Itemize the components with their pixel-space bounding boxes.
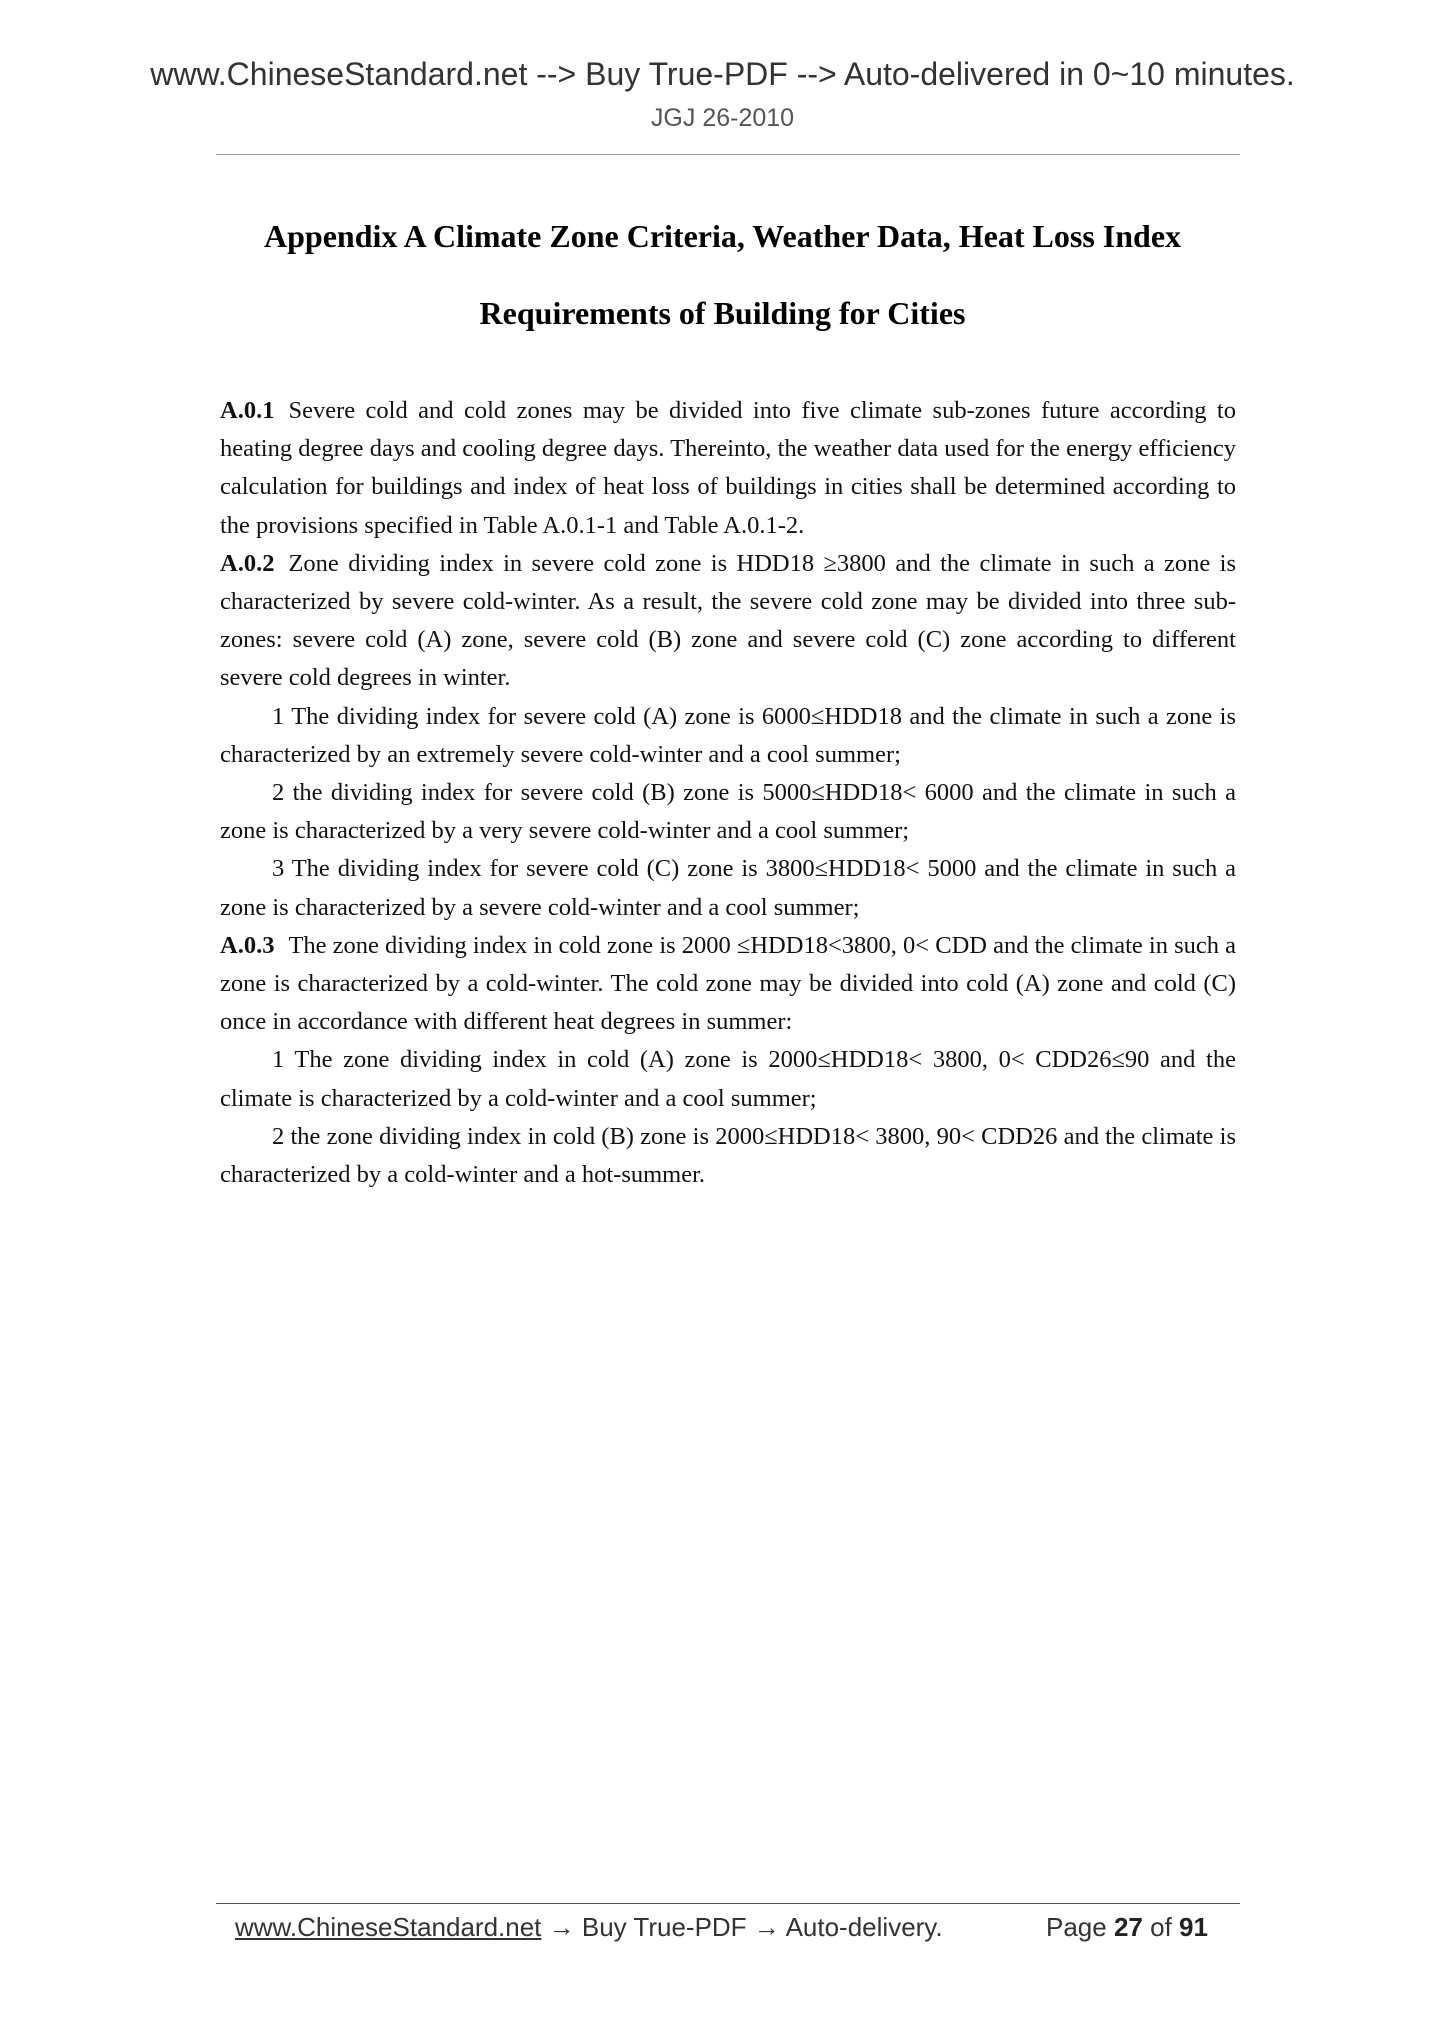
clause-a03 <box>220 927 1236 1042</box>
clause-number: A.0.1 <box>220 397 275 424</box>
clause-item: 1 The zone dividing index in cold (A) zone is 2000≤HDD18< 3800, 0< CDD26≤90 and the climate is characterized by a cold-winter and a cool summer; <box>220 1046 1236 1112</box>
footer-divider <box>216 1903 1240 1904</box>
document-number: JGJ 26-2010 <box>650 104 795 132</box>
page-indicator <box>1046 1912 1208 1943</box>
header-banner: www.ChineseStandard.net --> Buy True-PDF --> Auto-delivered in 0~10 minutes. <box>150 56 1295 92</box>
clause-number: A.0.3 <box>220 931 275 959</box>
clause-item: 2 the dividing index for severe cold (B) zone is 5000≤HDD18< 6000 and the climate in such a zone is characterized by a very severe cold-winter and a cool summer; <box>220 779 1236 845</box>
header-divider <box>216 154 1240 155</box>
clause-text: Severe cold and cold zones may be divided into five climate sub-zones future according to heating degree days and cooling degree days. Thereinto, the weather data used for the energy efficiency calculation for buildings and index of heat loss of buildings in cities shall be determined according to the provisions specified in Table A.0.1-1 and Table A.0.1-2. <box>220 397 1236 539</box>
page-total: 91 <box>1179 1912 1208 1942</box>
page-title-line-1: Appendix A Climate Zone Criteria, Weather Data, Heat Loss Index <box>263 218 1182 254</box>
clause-a01 <box>220 392 1236 545</box>
of-label: of <box>1150 1912 1172 1942</box>
page-current: 27 <box>1113 1912 1143 1942</box>
clause-item: 2 the zone dividing index in cold (B) zone is 2000≤HDD18< 3800, 90< CDD26 and the climate is characterized by a cold-winter and a hot-summer. <box>220 1122 1236 1189</box>
clause-text: Zone dividing index in severe cold zone is HDD18 ≥3800 and the climate in such a zone is characterized by severe cold-winter. As a result, the severe cold zone may be divided into three sub-zones: severe cold (A) zone, severe cold (B) zone and severe cold (C) zone according to different severe cold degrees in winter. <box>220 549 1236 692</box>
page-label: Page <box>1046 1912 1107 1942</box>
clause-text: The zone dividing index in cold zone is 2000 ≤HDD18<3800, 0< CDD and the climate in such a zone is characterized by a cold-winter. The cold zone may be divided into cold (A) zone and cold (C) once in accordance with different heat degrees in summer: <box>220 931 1236 1036</box>
footer-tagline: → Buy True-PDF → Auto-delivery. <box>541 1912 943 1942</box>
page-title-line-2: Requirements of Building for Cities <box>479 295 966 331</box>
clause-a02 <box>220 545 1236 698</box>
footer-promo <box>235 1912 943 1943</box>
footer-site-link[interactable]: www.ChineseStandard.net <box>235 1912 542 1942</box>
clause-item: 1 The dividing index for severe cold (A) zone is 6000≤HDD18 and the climate in such a zone is characterized by an extremely severe cold-winter and a cool summer; <box>220 702 1236 768</box>
document-body <box>220 392 1236 1194</box>
clause-item: 3 The dividing index for severe cold (C) zone is 3800≤HDD18< 5000 and the climate in such a zone is characterized by a severe cold-winter and a cool summer; <box>220 855 1236 921</box>
clause-number: A.0.2 <box>220 549 275 577</box>
